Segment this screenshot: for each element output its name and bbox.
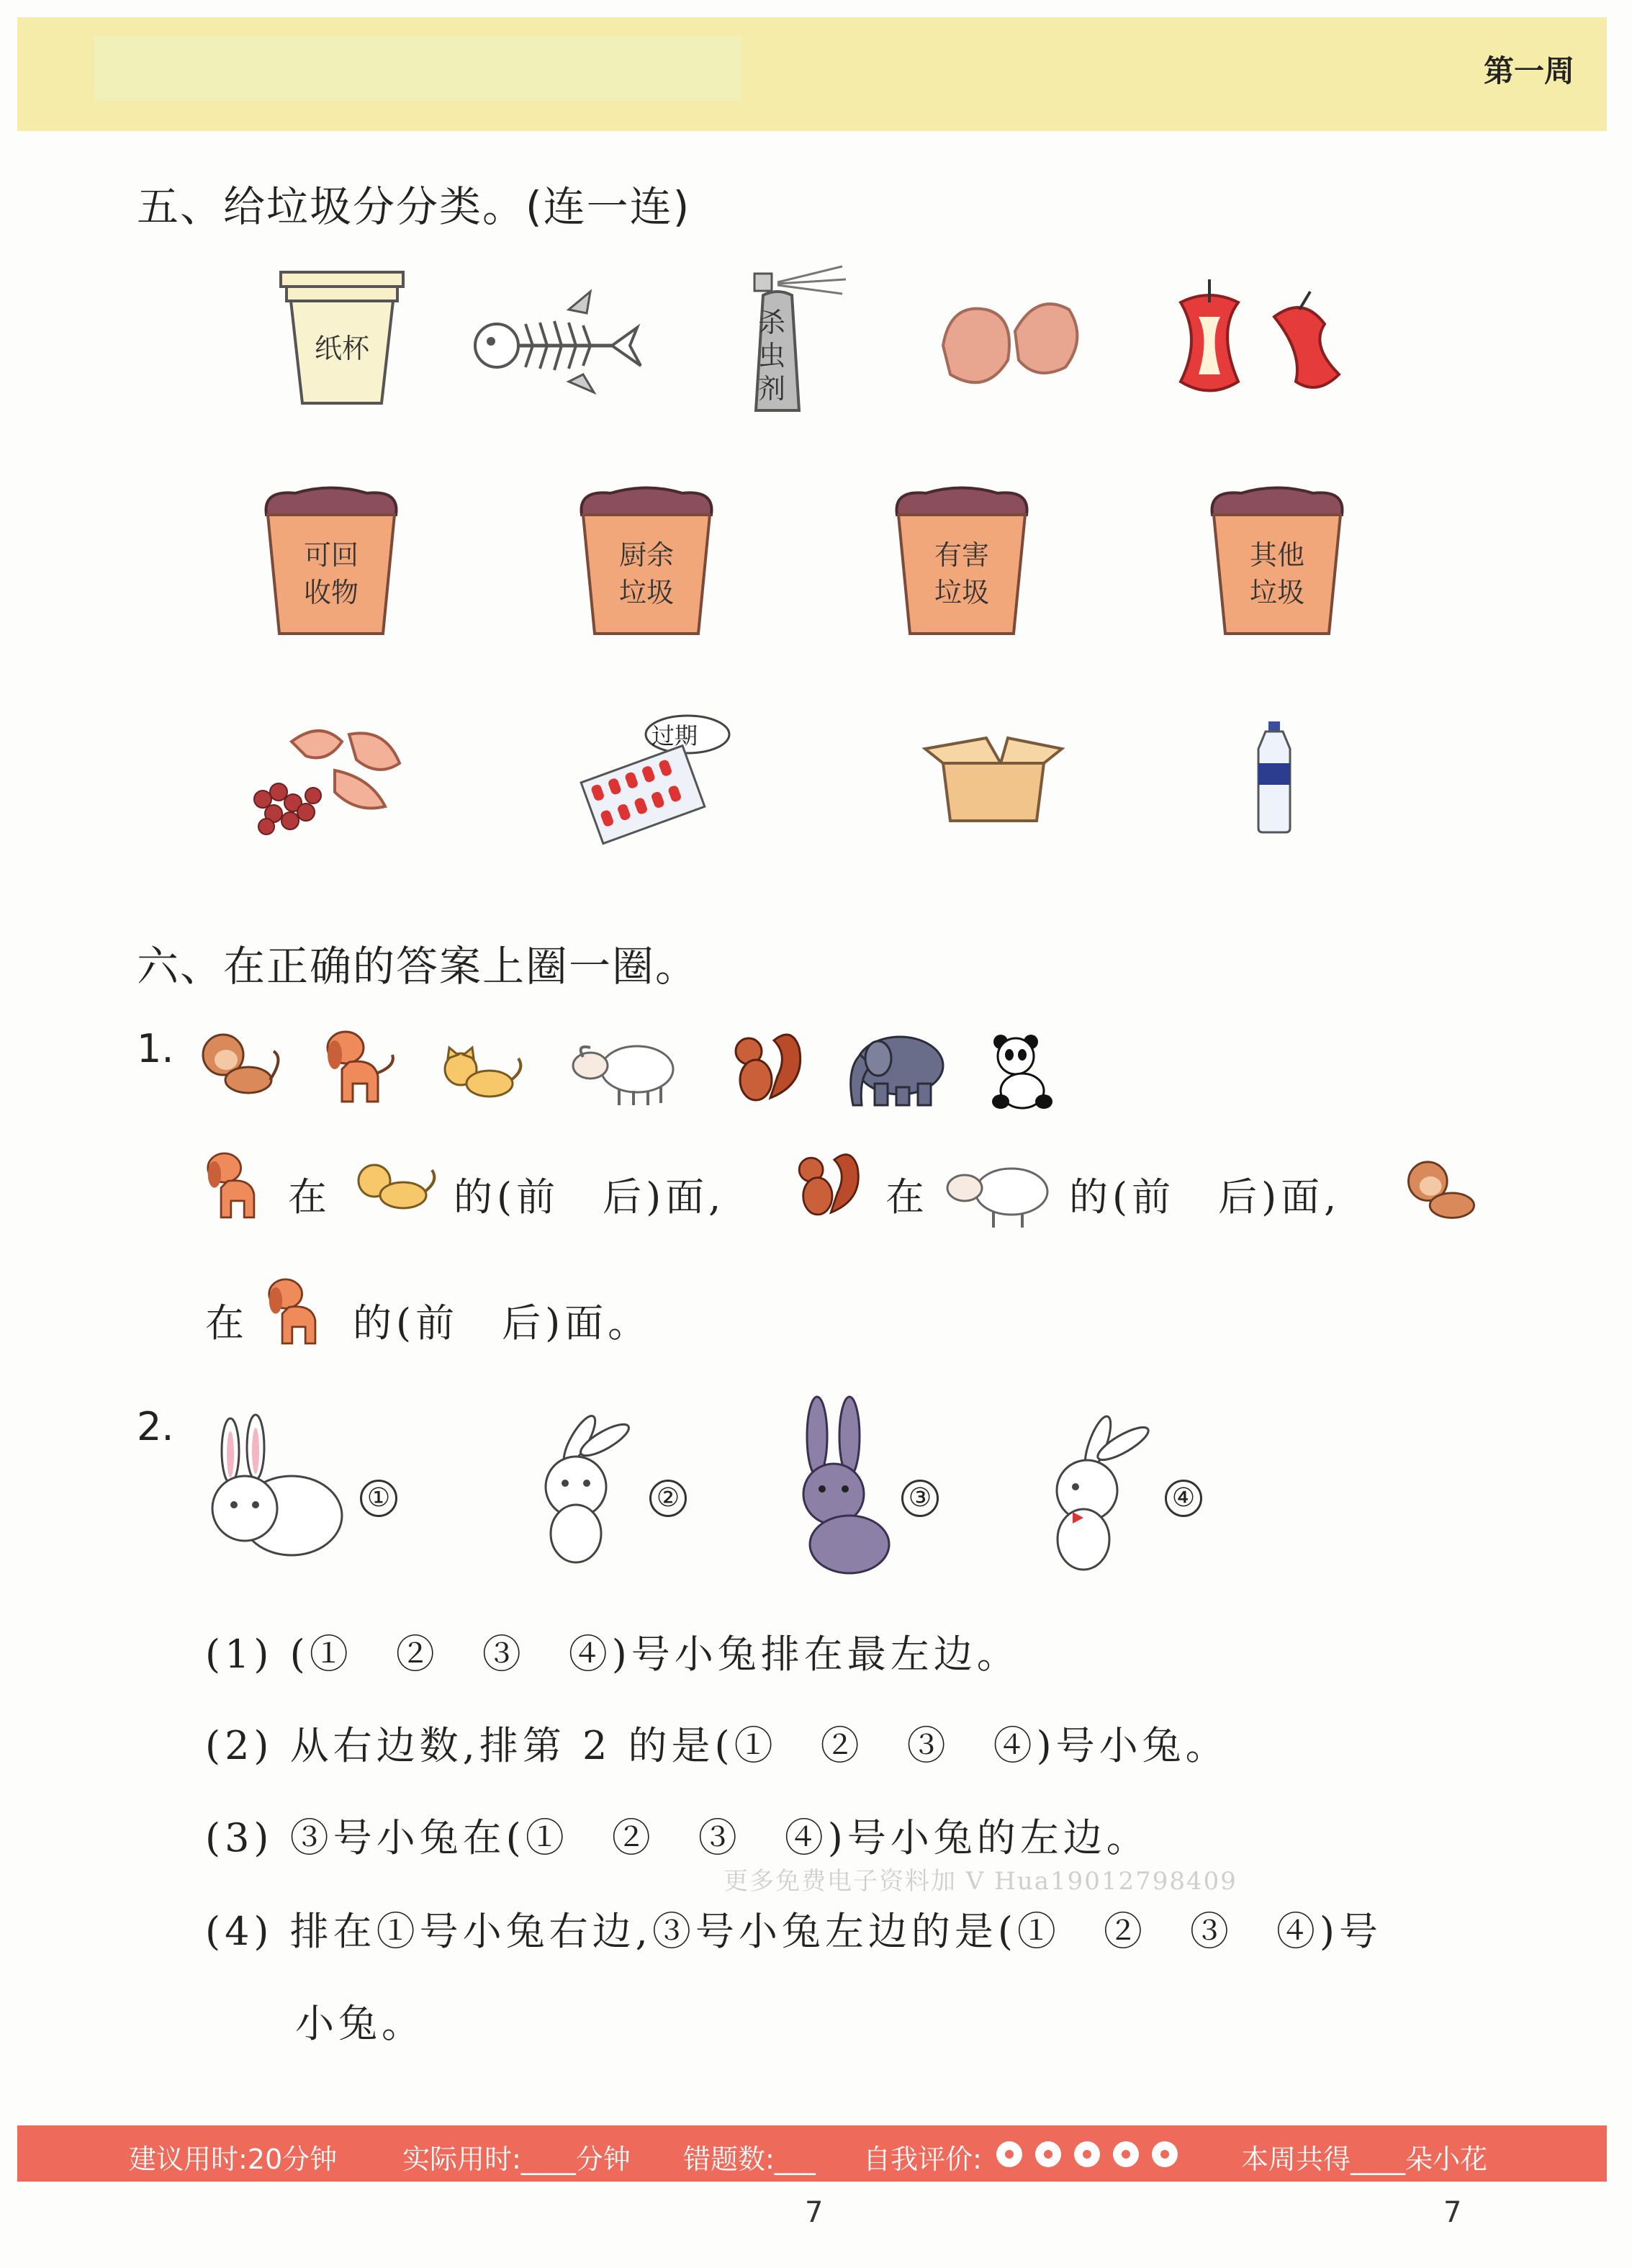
panda-icon[interactable]: [986, 1033, 1058, 1112]
rabbit-1-icon[interactable]: [202, 1415, 353, 1566]
rabbit-2-label: ②: [649, 1480, 687, 1517]
q2-sub4-line1[interactable]: (4) 排在①号小兔右边,③号小兔左边的是(① ② ③ ④)号: [205, 1909, 1382, 1954]
bin-kitchen-label: 厨余 垃圾: [618, 539, 674, 608]
cat-inline-icon: [353, 1159, 439, 1217]
egg-shell-icon[interactable]: [936, 288, 1087, 396]
q1-line2-part-a: 在: [205, 1300, 248, 1346]
squirrel-icon[interactable]: [720, 1026, 806, 1112]
apple-core-icon[interactable]: [1166, 274, 1361, 403]
sheep-icon[interactable]: [569, 1037, 677, 1109]
fish-bone-icon[interactable]: [468, 288, 655, 396]
q1-line1-part-a: 在: [288, 1174, 331, 1220]
rabbit-4-label: ④: [1165, 1480, 1202, 1517]
q1-line1-part-c: 在: [885, 1174, 929, 1220]
expired-bubble-text: 过期: [652, 722, 698, 750]
q2-sub2[interactable]: (2) 从右边数,排第 2 的是(① ② ③ ④)号小兔。: [205, 1723, 1229, 1768]
q2-sub4-line2: 小兔。: [295, 2001, 425, 2046]
rabbit-1-label: ①: [360, 1480, 397, 1517]
rabbit-2-icon[interactable]: [526, 1411, 648, 1570]
footer-bar: [17, 2125, 1607, 2182]
cardboard-box-icon[interactable]: [921, 734, 1065, 828]
bin-recyclable-label: 可回 收物: [303, 539, 359, 608]
flower-rating-icon[interactable]: [993, 2138, 1188, 2170]
fruit-peel-icon[interactable]: [248, 720, 414, 835]
insecticide-label: 杀虫剂: [757, 307, 785, 405]
rabbit-3-icon[interactable]: [777, 1397, 907, 1577]
dog-inline-icon: [198, 1145, 277, 1224]
section5-title: 五、给垃圾分分类。(连一连): [137, 182, 691, 231]
page-number-center: 7: [805, 2196, 824, 2229]
q1-line2-part-b[interactable]: 的(前 后)面。: [353, 1300, 652, 1346]
footer-error-count[interactable]: 错题数:___: [683, 2143, 816, 2175]
week-label: 第一周: [1483, 53, 1574, 89]
dog-inline-icon-2: [259, 1271, 338, 1350]
q1-line1-part-b[interactable]: 的(前 后)面,: [454, 1174, 726, 1220]
watermark: 更多免费电子资料加 V Hua19012798409: [723, 1867, 1237, 1896]
footer-actual-time[interactable]: 实际用时:____分钟: [402, 2143, 631, 2175]
water-bottle-icon[interactable]: [1253, 720, 1296, 835]
footer-suggested-time: 建议用时:20分钟: [129, 2143, 338, 2175]
q2-sub1[interactable]: (1) (① ② ③ ④)号小兔排在最左边。: [205, 1632, 1020, 1677]
rabbit-4-icon[interactable]: [1029, 1411, 1159, 1573]
footer-self-eval: 自我评价:: [863, 2143, 982, 2175]
page-number-right: 7: [1443, 2196, 1462, 2229]
q1-line1-part-d[interactable]: 的(前 后)面,: [1069, 1174, 1341, 1220]
section6-title: 六、在正确的答案上圈一圈。: [137, 942, 699, 991]
q2-sub3[interactable]: (3) ③号小兔在(① ② ③ ④)号小兔的左边。: [205, 1815, 1150, 1860]
bin-hazardous-label: 有害 垃圾: [934, 539, 989, 608]
elephant-icon[interactable]: [839, 1026, 947, 1112]
header-highlight: [94, 36, 741, 101]
rabbit-3-label: ③: [901, 1480, 939, 1517]
dog-icon[interactable]: [317, 1026, 403, 1105]
cat-icon[interactable]: [439, 1048, 526, 1105]
paper-cup-label: 纸杯: [314, 333, 369, 364]
sheep-inline-icon: [943, 1159, 1051, 1231]
q2-number: 2.: [137, 1404, 174, 1449]
monkey-icon[interactable]: [194, 1030, 281, 1102]
footer-week-total[interactable]: 本周共得____朵小花: [1241, 2143, 1488, 2175]
q1-number: 1.: [137, 1026, 174, 1071]
bin-other-label: 其他 垃圾: [1249, 539, 1304, 608]
squirrel-inline-icon: [785, 1145, 864, 1228]
monkey-inline-icon: [1400, 1156, 1483, 1228]
